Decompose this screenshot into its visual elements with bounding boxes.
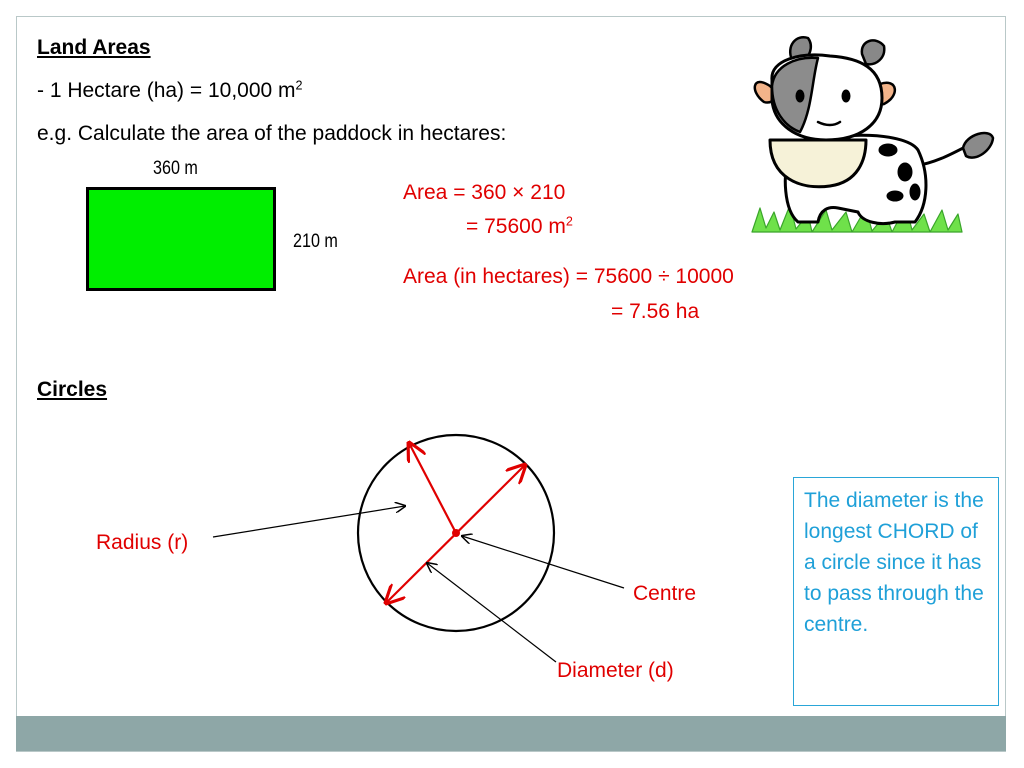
- hectare-calc-line2: = 7.56 ha: [611, 300, 700, 323]
- land-areas-heading: Land Areas: [37, 36, 151, 59]
- hectare-calc-line1: Area (in hectares) = 75600 ÷ 10000: [403, 265, 734, 288]
- hectare-exponent: 2: [295, 78, 303, 93]
- hectare-definition-text: - 1 Hectare (ha) = 10,000 m: [37, 79, 296, 102]
- area-calc-line1: Area = 360 × 210: [403, 181, 566, 204]
- example-prompt: e.g. Calculate the area of the paddock in hectares:: [37, 122, 507, 145]
- cow-cartoon-icon: [752, 37, 993, 232]
- circle-diagram: [213, 435, 624, 662]
- paddock-height-label: 210 m: [293, 231, 338, 252]
- diameter-note-box: The diameter is the longest CHORD of a circle since it has to pass through the centre.: [793, 477, 999, 706]
- area-calc-exponent: 2: [565, 214, 573, 229]
- circles-heading: Circles: [37, 378, 108, 401]
- centre-dot: [452, 529, 460, 537]
- diameter-pointer: [427, 563, 556, 662]
- centre-label: Centre: [633, 582, 697, 605]
- radius-label: Radius (r): [96, 531, 189, 554]
- paddock-width-label: 360 m: [153, 158, 198, 179]
- radius-line: [409, 443, 456, 533]
- radius-pointer: [213, 506, 405, 537]
- diameter-label: Diameter (d): [557, 659, 674, 682]
- area-calc-line2-text: = 75600 m: [466, 215, 566, 238]
